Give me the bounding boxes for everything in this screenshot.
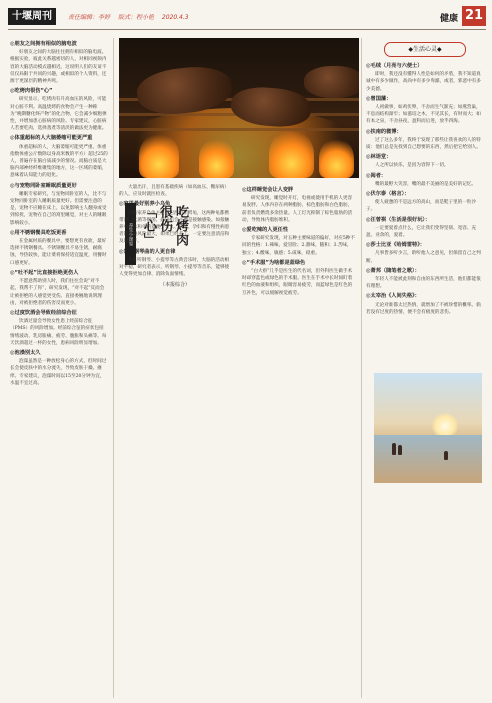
- article-body: 在金属材质的餐具中，要想更有食欲，最好选择不锈钢餐具。不锈钢餐具不易生锈，耐腐蚀，导热较快，能让菜肴保持适宜温度，用餐时口感更好。: [10, 239, 107, 266]
- article-body: 研究发现，睡觉时开灯，电视或使用手机的人更容易发胖。人体内存在两种脂肪，棕色脂肪和白色脂肪，前者负责燃烧多余热量。人工灯光抑制了棕色脂肪的活动，导致体内脂肪堆积。: [242, 196, 353, 223]
- article-body: 大量出汗，且患有基础疾病（如高血压、糖尿病）的人，应及时就医检查。: [119, 185, 230, 198]
- article-body: 人在听钢琴、小提琴等古典音乐时，大脑的活动相对平稳，研究者表示，听钢琴、小提琴等音乐，能够使人变得更加自律、消除负面情绪。: [119, 257, 230, 278]
- article-body: 凡事皆多听少言，聆听他人之意见，但保留自己之判断。: [366, 251, 481, 264]
- article-body: 专家研究发现，对五种主要味道的偏好，对应5种不同的性格：1.辣味，爱冒险；2.甜味，随和；3.苦味，独立；4.酸味，敏感；5.咸味，稳重。: [242, 236, 355, 256]
- article-heading: ◎太宰治《人间失格》：: [366, 293, 420, 300]
- column-tag: 养生小课堂: [125, 203, 136, 265]
- article-heading: ◎汪曾祺（生活是很好玩）：: [366, 216, 431, 223]
- page-header: [8, 6, 486, 28]
- article-body: 体重超标的人，大脑萎缩可能更严重。体重指数体重公斤数除以身高米数的平方）超过25的人，普遍存在脑白质减少的情况。而脑白质是大脑内部神经纤维聚集的地方，这一区域的萎缩，意味着认知能力的退化。: [10, 144, 108, 179]
- article-heading: ◎爱吃辣的人更任性: [242, 227, 289, 234]
- column-1: [10, 38, 108, 698]
- article-body: 即时，我还没有懂得人性是如何的矛盾，我不知道真诚中有多少做作，高尚中有多少卑鄙，或者，邪恶中有多少美德。: [366, 72, 481, 92]
- column-divider: [361, 38, 362, 698]
- article-body: 人之所以快乐，是因为容得下一切。: [375, 163, 449, 169]
- article-heading: ◎林语堂：: [366, 154, 392, 161]
- credits: [68, 12, 195, 21]
- article-heading: ◎萧邦（随笔者之歌）：: [366, 267, 420, 274]
- column-2: [119, 184, 231, 699]
- article-body: 一定要爱着点什么，它让我们变得坚韧、宽容、充盈。业余的，爱着。: [366, 225, 477, 239]
- article-body: 年轻人不能被此刻和自由的东西所生活，他们都能很有理想。: [366, 277, 481, 290]
- article-body: 睡眠专家研究，与宠物同卧室的人，比不与宠物同卧室的人睡眠质量更好。但需要注意的是，宠物不应睡在床上，以免影响主人翻身或受到惊扰，宠物在自己的窝里睡觉，对主人的睡眠影响较小。: [10, 191, 107, 226]
- article-heading: ◎朋友之间拥有相似的脑电波: [10, 41, 77, 47]
- article-heading: ◎曾国藩：: [366, 95, 392, 102]
- article-body: 不愿意帮助别人时，我们往往会说“对不起，我帮不了你”，研究发现，“对不起”反而会让被拒绝的人感觉更受伤。直接委婉地说明理由，对被拒绝者的伤害反而更小。: [10, 279, 105, 306]
- designer-credit: 版式：程小艳: [117, 14, 154, 21]
- masthead: 十堰周刊: [8, 8, 56, 25]
- article-body: 人初做事，如鸡伏卵，不舍而生气渐充；如燕营巢，不息而结构渐牢；如滋培之木，不见其长，有时而大；如有本之泉，不舍昼夜，盈科而后进，放乎四海。: [366, 105, 481, 125]
- article-heading: ◎莎士比亚《哈姆雷特》：: [366, 242, 425, 249]
- article-heading: ◎家里最好别养小乌龟: [119, 201, 171, 208]
- bbq-photo: [119, 38, 359, 178]
- article-heading: ◎扶南的微博：: [366, 128, 402, 135]
- article-body: 无论对谁都太过热情，就增加了不被珍惜的概率。倘若没有过度的热情，便不会有极度的悲伤。: [366, 302, 481, 315]
- life-box-label: ◆生活心灵◆: [384, 42, 466, 57]
- page-number: 21: [462, 6, 486, 26]
- issue-date: 2020.4.3: [161, 14, 189, 21]
- article-body: 饮酒过量会导致女性患上经前综合征（PMS）的风险增加。经前综合征的症状包括情绪波动、乳房胀痛、疲劳、腹胀和头痛等。每天饮酒超过一杯的女性，患病风险明显增加。: [10, 319, 107, 346]
- column-3: [242, 184, 356, 699]
- article-body: 过了这么多年，我终于发现了那些让我喜欢的人的特质：他们总是先找到自己想要的东西，然后把它给别人。: [366, 137, 481, 151]
- article-heading: ◎伏尔泰（格言）：: [366, 191, 410, 198]
- section-title: 健康: [439, 14, 458, 24]
- life-box: [366, 38, 484, 58]
- article-heading: ◎吃烤肉很伤“心”: [10, 88, 53, 95]
- column-divider: [113, 38, 114, 698]
- article-heading: ◎与宠物同卧室睡眠质量更好: [10, 182, 77, 189]
- article-heading: ◎泡澡别太久: [10, 349, 41, 356]
- article-body: 泡澡虽然是一种放松身心的方式，但时间过长会使皮肤中的水分流失，导致皮肤干燥、瘙痒。专家建议，泡澡时间以15至20分钟为宜，水温不宜过高。: [10, 359, 107, 386]
- middle-columns: [119, 184, 356, 699]
- article-heading: ◎过度饮酒会导致经前综合征: [10, 309, 77, 316]
- editor-credit: 责任编辑：李婷: [68, 14, 111, 21]
- source-note: （本报综合）: [159, 282, 190, 289]
- article-body: 目前家养乌龟主要是巴西龟和鳄龟，这两种龟都携带沙门氏菌等细菌，感染机会主要是接触感染。如接触养龟的水和龟的粪便，老人、孩子、孕妇和有慢性病患者的感染风险最大，如果已经养了，一定要注意清洁和及时洗手。: [119, 210, 230, 245]
- article-body: 嘴的最野大笑容，嘴的最不美丽的是美好的记忆。: [375, 181, 477, 187]
- feature-title: 吃烤肉很伤「心」: [141, 205, 188, 247]
- article-body: 使人疲惫的不是远方的高山，而是鞋子里的一粒沙子。: [366, 200, 477, 213]
- beach-photo: [374, 373, 482, 483]
- article-heading: ◎阅者：: [366, 172, 387, 179]
- article-body: 好朋友之间的大脑往往拥有相似的脑电波。根据实验，彼此关系越密切的人，对相同视频内容的大脑活动模式越相近。这说明人们的友谊不仅仅局限于共同的兴趣，或相似的个人资料，还源于更深层的精神共鸣。: [10, 50, 107, 85]
- article-heading: ◎毛绒（月亮与六便士）: [366, 63, 423, 69]
- article-heading: ◎这样睡觉会让人变胖: [242, 187, 294, 193]
- article-heading: ◎体重超标的人大脑萎缩可能更严重: [10, 135, 93, 142]
- article-heading: ◎“吐不起”比直接拒绝更伤人: [10, 269, 79, 276]
- article-heading: ◎常听钢琴曲的人更自律: [119, 248, 176, 255]
- header-rule: [8, 29, 486, 30]
- article-heading: ◎“手术服”为啥都是蓝绿色: [242, 259, 306, 266]
- article-body: “白大褂”几乎是医生的代名词，但外科医生做手术时却穿蓝色或绿色的手术服。医生在手术中长时间盯着红色的血液和组织，眼睛容易疲劳，而蓝绿色是红色的互补色，可以缓解视觉疲劳。: [242, 269, 353, 296]
- article-body: 研究显示，吃烤肉有升高血压的风险，可能对心脏不利。高温烧烤的食物会产生一种称为“晚期糖化终产物”的化合物，它会减少细胞弹性，并增加患心脏病的风险。专家建议，心脏病人若要吃肉，选择蒸煮等清淡的做法更为健康。: [10, 97, 107, 132]
- article-heading: ◎用不锈钢餐具吃饭更香: [10, 229, 67, 236]
